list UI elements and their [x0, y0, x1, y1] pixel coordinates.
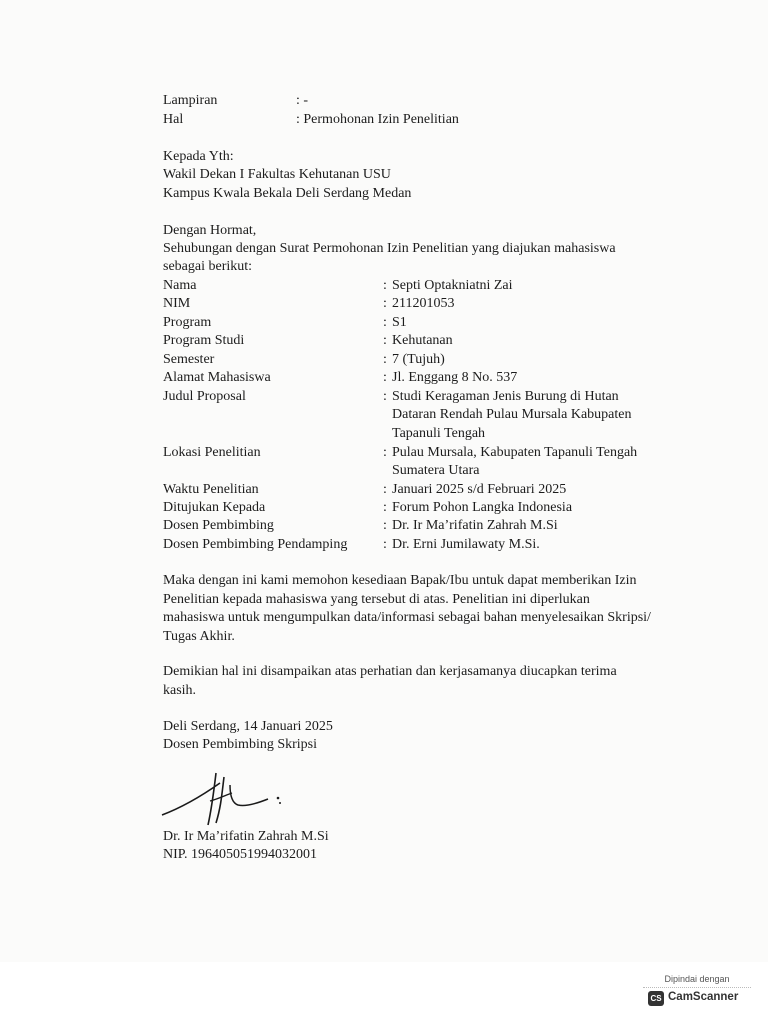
divider — [643, 987, 751, 988]
detail-value: 7 (Tujuh) — [392, 352, 445, 367]
detail-colon: : — [383, 278, 387, 293]
detail-label: Dosen Pembimbing — [163, 518, 274, 533]
detail-colon: : — [383, 500, 387, 515]
recipient-line-3: Kampus Kwala Bekala Deli Serdang Medan — [163, 186, 412, 201]
scanner-caption: Dipindai dengan — [664, 974, 730, 984]
detail-value: 211201053 — [392, 296, 455, 311]
recipient-line-2: Wakil Dekan I Fakultas Kehutanan USU — [163, 167, 391, 182]
intro-line-2: sebagai berikut: — [163, 259, 253, 274]
detail-label: Ditujukan Kepada — [163, 500, 266, 515]
signer-role: Dosen Pembimbing Skripsi — [163, 737, 318, 752]
detail-label: Waktu Penelitian — [163, 482, 259, 497]
detail-colon: : — [383, 333, 387, 348]
detail-colon: : — [383, 315, 387, 330]
signer-name: Dr. Ir Ma’rifatin Zahrah M.Si — [163, 829, 329, 844]
camscanner-watermark — [643, 974, 751, 1010]
detail-value: Dr. Erni Jumilawaty M.Si. — [392, 537, 540, 552]
detail-colon: : — [383, 352, 387, 367]
closing-paragraph: Demikian hal ini disampaikan atas perhatian dan kerjasamanya diucapkan terima kasih. — [163, 664, 617, 698]
detail-label: Alamat Mahasiswa — [163, 370, 271, 385]
detail-value: Forum Pohon Langka Indonesia — [392, 500, 573, 515]
body-paragraph: Maka dengan ini kami memohon kesediaan Bapak/Ibu untuk dapat memberikan Izin Penelitian kepada mahasiswa yang tersebut di atas. Penelitian ini diperlukan mahasiswa untuk mengumpulkan data/informasi sebagai bahan menyelesaikan Skripsi/ Tugas Akhir. — [163, 573, 651, 644]
detail-label: Program Studi — [163, 333, 245, 348]
lampiran-value: : - — [296, 93, 309, 108]
detail-label: Semester — [163, 352, 215, 367]
signature-image — [158, 765, 298, 835]
detail-value: S1 — [392, 315, 407, 330]
detail-value: Januari 2025 s/d Februari 2025 — [392, 482, 567, 497]
detail-label: Judul Proposal — [163, 389, 246, 404]
lampiran-label: Lampiran — [163, 93, 218, 108]
detail-colon: : — [383, 445, 387, 460]
detail-value: Jl. Enggang 8 No. 537 — [392, 370, 518, 385]
detail-value: Dr. Ir Ma’rifatin Zahrah M.Si — [392, 518, 558, 533]
detail-colon: : — [383, 296, 387, 311]
detail-label: Lokasi Penelitian — [163, 445, 261, 460]
camscanner-brand: CamScanner — [668, 991, 739, 1003]
intro-line-1: Sehubungan dengan Surat Permohonan Izin Penelitian yang diajukan mahasiswa — [163, 241, 616, 256]
detail-label: Program — [163, 315, 212, 330]
detail-colon: : — [383, 370, 387, 385]
detail-value: Septi Optakniatni Zai — [392, 278, 513, 293]
hal-value: : Permohonan Izin Penelitian — [296, 112, 459, 127]
greeting: Dengan Hormat, — [163, 223, 257, 238]
detail-colon: : — [383, 518, 387, 533]
detail-value: Studi Keragaman Jenis Burung di Hutan Dataran Rendah Pulau Mursala Kabupaten Tapanuli Tengah — [392, 389, 632, 441]
recipient-line-1: Kepada Yth: — [163, 149, 234, 164]
detail-label: Nama — [163, 278, 197, 293]
hal-label: Hal — [163, 112, 184, 127]
detail-value: Pulau Mursala, Kabupaten Tapanuli Tengah Sumatera Utara — [392, 445, 638, 479]
detail-label: NIM — [163, 296, 191, 311]
detail-colon: : — [383, 389, 387, 404]
detail-value: Kehutanan — [392, 333, 453, 348]
detail-label: Dosen Pembimbing Pendamping — [163, 537, 348, 552]
signer-nip: NIP. 196405051994032001 — [163, 847, 318, 862]
detail-colon: : — [383, 482, 387, 497]
detail-colon: : — [383, 537, 387, 552]
camscanner-logo-icon: CS — [648, 991, 664, 1006]
place-date: Deli Serdang, 14 Januari 2025 — [163, 719, 333, 734]
